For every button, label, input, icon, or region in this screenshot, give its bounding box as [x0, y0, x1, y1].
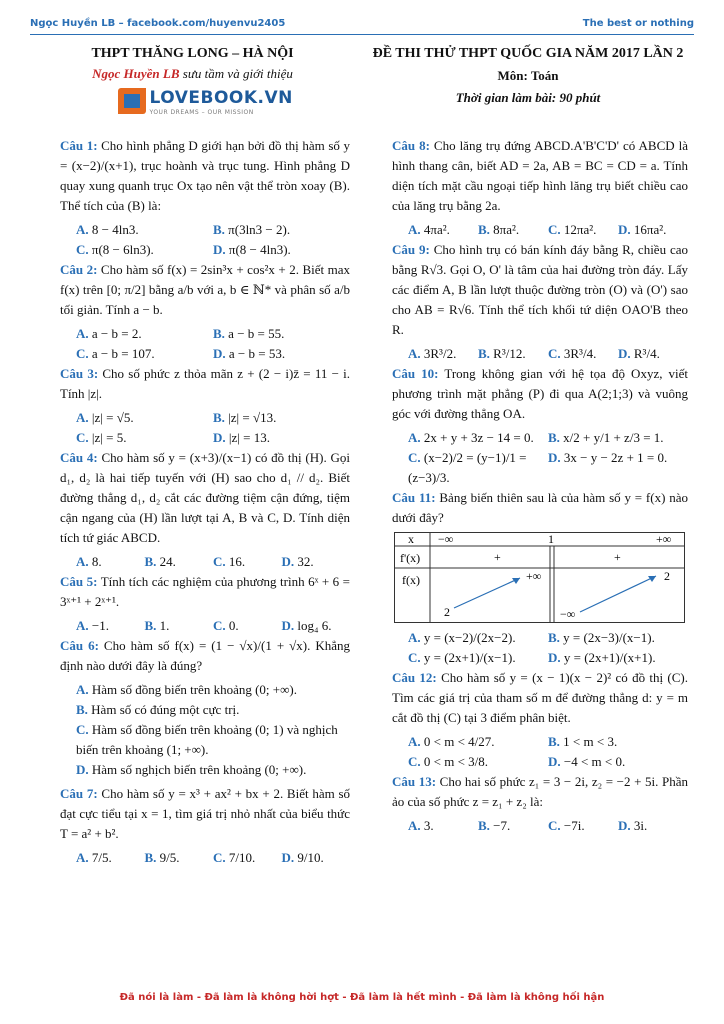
top-divider: [30, 34, 694, 35]
question-12: [392, 668, 688, 728]
school-name: THPT THĂNG LONG – HÀ NỘI: [91, 46, 294, 61]
question-number: Câu 13:: [392, 774, 437, 789]
question-6: [60, 636, 350, 676]
option-letter: D.: [618, 222, 631, 237]
question-7: [60, 784, 350, 844]
option-letter: A.: [76, 410, 89, 425]
option-d[interactable]: [213, 428, 350, 448]
option-d[interactable]: [213, 344, 350, 364]
option-a[interactable]: [76, 324, 213, 344]
question-8: [392, 136, 688, 216]
option-text: |z| = 5.: [91, 430, 127, 445]
options: [392, 732, 688, 772]
question-text: Cho hàm số y = x³ + ax² + bx + 2. Biết hàm số đạt cực tiểu tại x = 1, tìm giá trị nhỏ nhất của biểu thức T = a² + b².: [60, 786, 351, 841]
option-letter: A.: [76, 682, 89, 697]
option-text: |z| = √13.: [228, 410, 277, 425]
option-letter: B.: [213, 222, 225, 237]
table-plus-inf: +∞: [656, 532, 672, 546]
option-b[interactable]: [548, 428, 688, 448]
question-number: Câu 3:: [60, 366, 99, 381]
option-letter: D.: [548, 754, 561, 769]
logo-tagline: YOUR DREAMS – OUR MISSION: [149, 109, 254, 116]
table-x-label: x: [408, 532, 414, 546]
option-b[interactable]: [213, 220, 350, 240]
header-left: [60, 46, 325, 122]
question-number: Câu 9:: [392, 242, 430, 257]
option-letter: D.: [281, 618, 295, 633]
option-letter: A.: [76, 618, 89, 633]
option-text: 1 < m < 3.: [563, 734, 618, 749]
option-a[interactable]: [76, 616, 145, 636]
option-text: 9/10.: [297, 850, 324, 865]
option-text: 0.: [228, 618, 239, 633]
option-text: 8πa².: [493, 222, 520, 237]
option-text: a − b = 107.: [91, 346, 155, 361]
question-text: Cho hình trụ có bán kính đáy bằng R, chiều cao bằng R√3. Gọi O, O' là tâm của hai đường tròn đáy. Lấy các điểm A, B lần lượt thuộc đường tròn (O) và (O') sao cho AB = R√6. Tính thể tích khối tứ diện OAO'B theo R.: [392, 242, 688, 337]
option-text: R³/4.: [633, 346, 660, 361]
option-d[interactable]: [618, 220, 688, 240]
option-text: Hàm số có đúng một cực trị.: [91, 702, 240, 717]
table-plus-left: +: [494, 550, 501, 564]
option-letter: C.: [408, 650, 421, 665]
options: [392, 816, 688, 836]
option-letter: B.: [548, 430, 560, 445]
option-c[interactable]: [408, 752, 548, 772]
option-d[interactable]: [618, 816, 688, 836]
option-text: 24.: [159, 554, 176, 569]
option-a[interactable]: [76, 552, 145, 572]
option-text: y = (x−2)/(2x−2).: [423, 630, 516, 645]
option-letter: C.: [548, 222, 561, 237]
slogan: The best or nothing: [582, 18, 694, 29]
option-letter: B.: [213, 326, 225, 341]
question-11: [392, 488, 688, 528]
option-letter: D.: [548, 450, 561, 465]
option-text: y = (2x−3)/(x−1).: [563, 630, 655, 645]
option-letter: A.: [76, 326, 89, 341]
options: [60, 220, 350, 260]
option-letter: B.: [478, 346, 490, 361]
option-text: a − b = 2.: [91, 326, 142, 341]
table-value-minus-inf: −∞: [560, 607, 576, 621]
table-value-plus-inf: +∞: [526, 569, 542, 583]
option-a[interactable]: [60, 680, 350, 700]
option-d[interactable]: [548, 752, 688, 772]
question-text: Cho hàm số f(x) = (1 − √x)/(1 + √x). Khẳng định nào dưới đây là đúng?: [60, 638, 350, 673]
table-one: 1: [548, 532, 554, 546]
option-text: a − b = 55.: [228, 326, 285, 341]
table-plus-right: +: [614, 550, 621, 564]
options: [392, 628, 688, 668]
option-letter: A.: [76, 850, 89, 865]
option-text: 3R³/4.: [563, 346, 597, 361]
option-letter: A.: [76, 222, 89, 237]
option-b[interactable]: [548, 732, 688, 752]
question-13: [392, 772, 688, 812]
option-text: |z| = √5.: [91, 410, 134, 425]
option-letter: B.: [144, 554, 157, 569]
option-letter: D.: [281, 554, 295, 569]
arrow-up-right: [580, 576, 656, 612]
option-a[interactable]: [408, 344, 478, 364]
option-text: π(8 − 4ln3).: [228, 242, 291, 257]
option-a[interactable]: [76, 408, 213, 428]
option-letter: A.: [408, 818, 421, 833]
option-text: −4 < m < 0.: [563, 754, 626, 769]
question-number: Câu 4:: [60, 450, 98, 465]
option-letter: B.: [76, 702, 88, 717]
option-text: x/2 + y/1 + z/3 = 1.: [563, 430, 664, 445]
question-number: Câu 1:: [60, 138, 98, 153]
option-text: Hàm số đồng biến trên khoảng (0; 1) và nghịch biến trên khoảng (1; +∞).: [76, 722, 338, 757]
option-text: 1.: [159, 618, 170, 633]
question-text: Bảng biến thiên sau là của hàm số y = f(x) nào dưới đây?: [392, 490, 688, 525]
option-d[interactable]: [60, 760, 350, 780]
option-letter: D.: [618, 818, 631, 833]
option-b[interactable]: [478, 816, 548, 836]
option-text: 3R³/2.: [423, 346, 457, 361]
question-1: [60, 136, 350, 216]
option-letter: A.: [76, 554, 89, 569]
option-text: 32.: [297, 554, 314, 569]
option-b[interactable]: [213, 324, 350, 344]
question-2: [60, 260, 350, 320]
question-3: [60, 364, 350, 404]
option-c[interactable]: [213, 848, 282, 868]
option-letter: C.: [548, 818, 561, 833]
option-letter: B.: [548, 734, 560, 749]
option-text: 0 < m < 4/27.: [423, 734, 495, 749]
option-text: Hàm số đồng biến trên khoảng (0; +∞).: [91, 682, 297, 697]
arrow-up-left: [454, 578, 520, 608]
option-text: 8.: [91, 554, 102, 569]
option-text: |z| = 13.: [228, 430, 270, 445]
option-text: 3x − y − 2z + 1 = 0.: [563, 450, 668, 465]
time-limit: Thời gian làm bài: 90 phút: [455, 90, 601, 105]
option-text: log₄ 6.: [297, 618, 332, 633]
table-value-2-left: 2: [444, 605, 450, 619]
options: [60, 616, 350, 636]
option-text: (x−2)/2 = (y−1)/1 = (z−3)/3.: [408, 450, 527, 485]
option-text: 0 < m < 3/8.: [423, 754, 489, 769]
question-number: Câu 8:: [392, 138, 430, 153]
option-a[interactable]: [408, 628, 548, 648]
question-4: [60, 448, 350, 548]
option-letter: D.: [548, 650, 561, 665]
option-a[interactable]: [408, 428, 548, 448]
option-c[interactable]: [76, 344, 213, 364]
right-column: [392, 136, 688, 836]
question-number: Câu 7:: [60, 786, 98, 801]
option-b[interactable]: [478, 220, 548, 240]
option-a[interactable]: [408, 732, 548, 752]
option-letter: C.: [548, 346, 561, 361]
author-link: Ngọc Huyền LB – facebook.com/huyenvu2405: [30, 18, 286, 29]
variation-table: [394, 532, 686, 624]
option-text: −7i.: [563, 818, 585, 833]
lovebook-logo: [118, 86, 293, 122]
option-a[interactable]: [76, 848, 145, 868]
question-text: Cho hàm số y = (x − 1)(x − 2)² có đồ thị (C). Tìm các giá trị của tham số m để đường thẳng d: y = m cắt đồ thị (C) tại 3 điểm phân biệt.: [392, 670, 688, 725]
table-fx-label: f(x): [402, 573, 420, 587]
option-letter: A.: [408, 630, 421, 645]
option-d[interactable]: [548, 448, 688, 488]
question-text: Cho số phức z thỏa mãn z + (2 − i)z̄ = 11 − i. Tính |z|.: [60, 366, 350, 401]
question-text: Cho hàm số f(x) = 2sin³x + cos²x + 2. Biết max f(x) trên [0; π/2] bằng a/b với a, b ∈ ℕ* và phân số a/b tối giản. Tính a − b.: [60, 262, 350, 317]
option-letter: C.: [76, 722, 89, 737]
question-number: Câu 10:: [392, 366, 439, 381]
options: [392, 428, 688, 488]
options: [60, 408, 350, 448]
option-text: y = (2x+1)/(x−1).: [423, 650, 516, 665]
table-fprime-label: f'(x): [400, 551, 421, 565]
option-c[interactable]: [76, 240, 213, 260]
option-text: −1.: [91, 618, 109, 633]
option-letter: B.: [478, 818, 490, 833]
option-b[interactable]: [145, 552, 214, 572]
question-number: Câu 6:: [60, 638, 99, 653]
option-b[interactable]: [213, 408, 350, 428]
option-letter: D.: [76, 762, 89, 777]
option-a[interactable]: [408, 220, 478, 240]
option-letter: B.: [144, 850, 157, 865]
question-text: Cho hàm số y = (x+3)/(x−1) có đồ thị (H). Gọi d₁, d₂ là hai tiếp tuyến với (H) sao cho d₁ // d₂. Biết đường thẳng d₁, d₂ cắt các đường tiệm cận đứng, tiệm cận ngang của (H) lần lượt tại A, B và C, D. Tính diện tích tứ giác ABCD.: [60, 450, 350, 545]
option-letter: B.: [548, 630, 560, 645]
option-text: Hàm số nghịch biến trên khoảng (0; +∞).: [91, 762, 307, 777]
question-9: [392, 240, 688, 340]
question-5: [60, 572, 350, 612]
option-c[interactable]: [76, 428, 213, 448]
option-letter: C.: [76, 430, 89, 445]
subject: Môn: Toán: [497, 68, 559, 83]
option-letter: D.: [618, 346, 631, 361]
option-text: 8 − 4ln3.: [91, 222, 139, 237]
logo-brand: LOVEBOOK.VN: [149, 88, 293, 108]
option-text: y = (2x+1)/(x+1).: [563, 650, 656, 665]
option-letter: C.: [76, 242, 89, 257]
option-letter: B.: [213, 410, 225, 425]
option-c[interactable]: [548, 220, 618, 240]
option-text: 2x + y + 3z − 14 = 0.: [423, 430, 534, 445]
option-letter: B.: [478, 222, 490, 237]
option-letter: A.: [408, 734, 421, 749]
option-c[interactable]: [548, 816, 618, 836]
option-c[interactable]: [408, 448, 548, 488]
question-text: Tính tích các nghiệm của phương trình 6ˣ + 6 = 3ˣ⁺¹ + 2ˣ⁺¹.: [60, 574, 350, 609]
option-letter: B.: [144, 618, 157, 633]
options: [392, 220, 688, 240]
options: [60, 324, 350, 364]
option-a[interactable]: [76, 220, 213, 240]
option-text: 16πa².: [633, 222, 667, 237]
table-minus-inf: −∞: [438, 532, 454, 546]
option-text: 3.: [423, 818, 434, 833]
option-letter: A.: [408, 222, 421, 237]
option-d[interactable]: [282, 552, 351, 572]
option-d[interactable]: [213, 240, 350, 260]
option-d[interactable]: [282, 848, 351, 868]
collector-line: [60, 66, 325, 82]
option-text: −7.: [493, 818, 511, 833]
header-right: [368, 46, 688, 106]
option-text: 9/5.: [159, 850, 180, 865]
question-text: Trong không gian với hệ tọa độ Oxyz, viết phương trình mặt phẳng (P) đi qua A(2;1;3) và vuông góc với đường thẳng OA.: [392, 366, 689, 421]
option-text: a − b = 53.: [228, 346, 286, 361]
option-letter: D.: [281, 850, 295, 865]
option-c[interactable]: [213, 616, 282, 636]
option-text: 12πa².: [563, 222, 597, 237]
option-letter: C.: [213, 554, 226, 569]
option-b[interactable]: [145, 848, 214, 868]
option-c[interactable]: [408, 648, 548, 668]
question-number: Câu 5:: [60, 574, 98, 589]
question-number: Câu 12:: [392, 670, 437, 685]
option-letter: A.: [408, 346, 421, 361]
option-a[interactable]: [408, 816, 478, 836]
question-10: [392, 364, 688, 424]
option-d[interactable]: [282, 616, 351, 636]
option-letter: D.: [213, 346, 226, 361]
option-letter: C.: [76, 346, 89, 361]
footer-motto: Đã nói là làm - Đã làm là không hời hợt - Đã làm là hết mình - Đã làm là không hối hận: [119, 992, 605, 1003]
option-d[interactable]: [618, 344, 688, 364]
option-letter: A.: [408, 430, 421, 445]
option-b[interactable]: [478, 344, 548, 364]
option-text: 4πa².: [423, 222, 450, 237]
option-c[interactable]: [548, 344, 618, 364]
exam-title: ĐỀ THI THỬ THPT QUỐC GIA NĂM 2017 LẦN 2: [372, 46, 684, 61]
options: [60, 552, 350, 572]
left-column: [60, 136, 350, 868]
option-b[interactable]: [548, 628, 688, 648]
collector-rest: sưu tầm và giới thiệu: [179, 66, 293, 81]
question-number: Câu 11:: [392, 490, 436, 505]
option-c[interactable]: [213, 552, 282, 572]
option-letter: C.: [408, 754, 421, 769]
option-d[interactable]: [548, 648, 688, 668]
option-text: 7/10.: [228, 850, 256, 865]
book-icon: [118, 88, 146, 114]
option-text: π(3ln3 − 2).: [228, 222, 291, 237]
option-text: π(8 − 6ln3).: [91, 242, 154, 257]
option-text: 3i.: [633, 818, 648, 833]
option-letter: C.: [408, 450, 421, 465]
table-value-2-right: 2: [664, 569, 670, 583]
question-text: Cho hình phẳng D giới hạn bởi đồ thị hàm số y = (x−2)/(x+1), trục hoành và trục tung. Hình phẳng D quay xung quanh trục Ox tạo nên vật thể tròn xoay (B). Thể tích của (B) là:: [60, 138, 350, 213]
option-c[interactable]: [60, 720, 350, 760]
option-text: 7/5.: [91, 850, 112, 865]
option-b[interactable]: [60, 700, 350, 720]
question-number: Câu 2:: [60, 262, 98, 277]
option-letter: C.: [213, 850, 226, 865]
option-letter: C.: [213, 618, 226, 633]
option-letter: D.: [213, 430, 226, 445]
option-text: 16.: [228, 554, 246, 569]
options: [392, 344, 688, 364]
option-letter: D.: [213, 242, 226, 257]
question-text: Cho hai số phức z₁ = 3 − 2i, z₂ = −2 + 5i. Phần ảo của số phức z = z₁ + z₂ là:: [392, 774, 688, 809]
option-text: R³/12.: [493, 346, 526, 361]
question-text: Cho lăng trụ đứng ABCD.A'B'C'D' có ABCD là hình thang cân, biết AD = 2a, AB = BC = CD = a. Tính diện tích mặt cầu ngoại tiếp hình lăng trụ biết chiều cao của lăng trụ bằng 2a.: [392, 138, 689, 213]
collector-name: Ngọc Huyền LB: [92, 66, 180, 81]
options: [60, 848, 350, 868]
option-b[interactable]: [145, 616, 214, 636]
